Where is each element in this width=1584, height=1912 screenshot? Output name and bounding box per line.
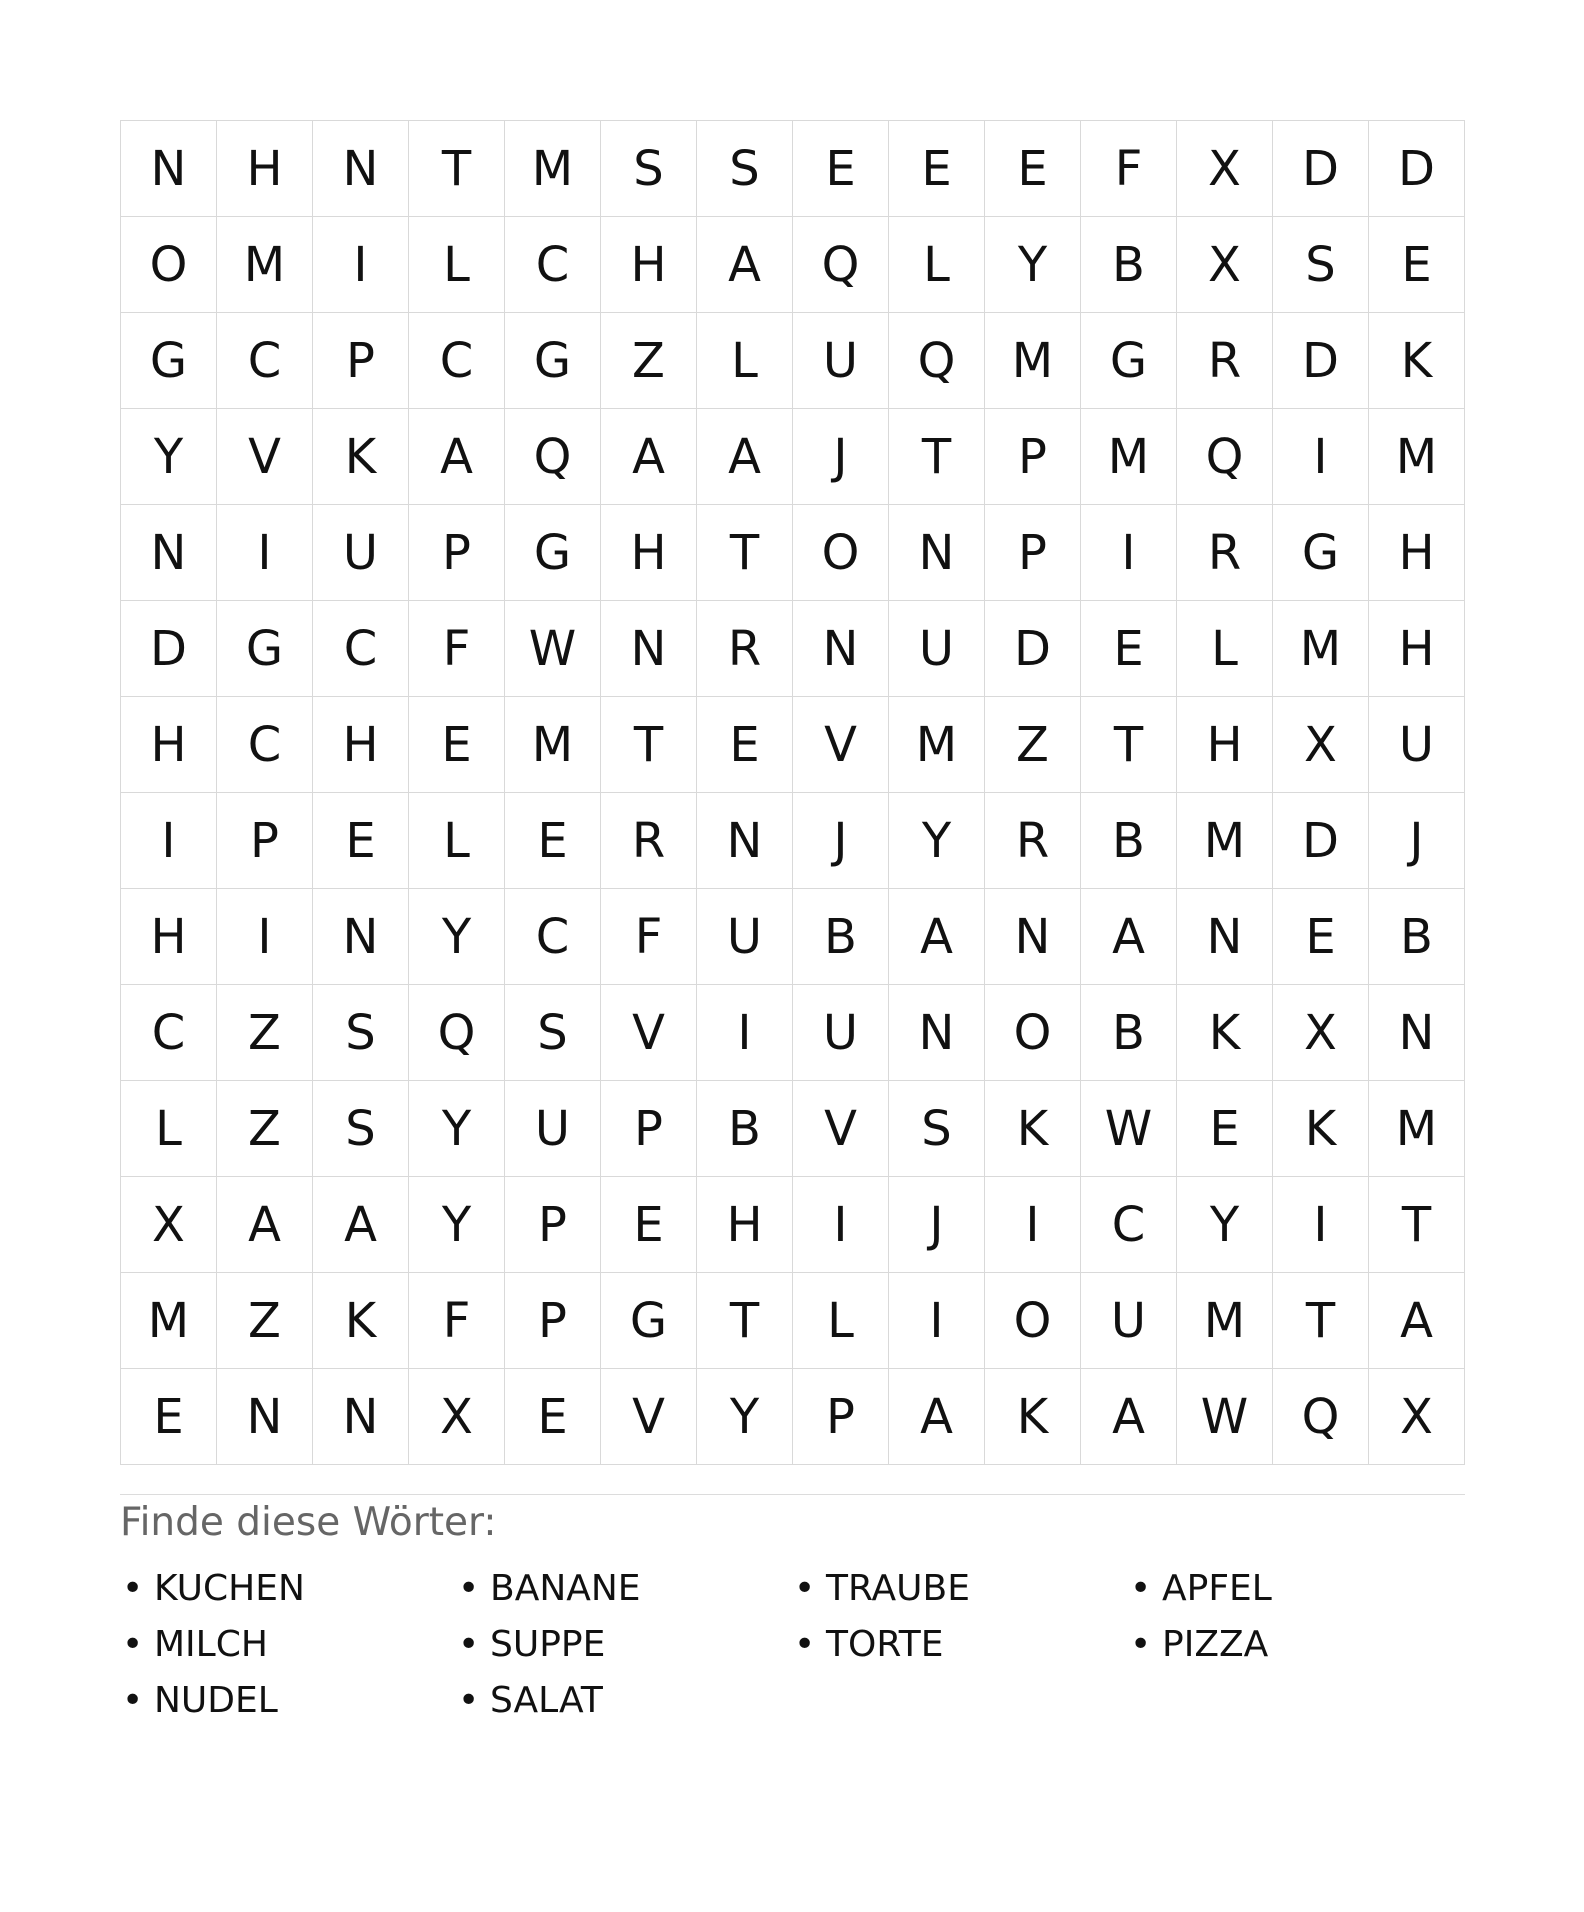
word-list-item	[120, 1616, 456, 1672]
grid-cell[interactable]: N	[793, 601, 889, 697]
grid-cell[interactable]: U	[1081, 1273, 1177, 1369]
grid-cell[interactable]: I	[985, 1177, 1081, 1273]
grid-cell[interactable]: T	[1369, 1177, 1465, 1273]
word-list-item	[120, 1672, 456, 1728]
word-list-item	[456, 1560, 792, 1616]
grid-cell[interactable]: S	[505, 985, 601, 1081]
grid-cell[interactable]: V	[793, 1081, 889, 1177]
grid-cell[interactable]: C	[217, 313, 313, 409]
grid-cell[interactable]: V	[601, 1369, 697, 1465]
grid-cell[interactable]: U	[889, 601, 985, 697]
grid-cell[interactable]: H	[313, 697, 409, 793]
grid-cell[interactable]: I	[217, 505, 313, 601]
grid-cell[interactable]: D	[985, 601, 1081, 697]
grid-cell[interactable]: D	[121, 601, 217, 697]
grid-cell[interactable]: Y	[697, 1369, 793, 1465]
grid-cell[interactable]: P	[601, 1081, 697, 1177]
grid-cell[interactable]: C	[505, 889, 601, 985]
grid-cell[interactable]: N	[313, 121, 409, 217]
grid-cell[interactable]: J	[793, 409, 889, 505]
grid-cell[interactable]: Y	[409, 889, 505, 985]
grid-cell[interactable]: E	[121, 1369, 217, 1465]
bullet-icon: •	[1130, 1567, 1152, 1609]
grid-cell[interactable]: T	[697, 505, 793, 601]
grid-cell[interactable]: M	[121, 1273, 217, 1369]
grid-cell[interactable]: X	[1369, 1369, 1465, 1465]
grid-cell[interactable]: H	[1369, 505, 1465, 601]
grid-cell[interactable]: Q	[1273, 1369, 1369, 1465]
word-search-grid	[120, 120, 1465, 1465]
word-list-item	[1128, 1560, 1464, 1616]
grid-cell[interactable]: H	[601, 505, 697, 601]
grid-cell[interactable]: P	[313, 313, 409, 409]
grid-cell[interactable]: R	[985, 793, 1081, 889]
grid-cell[interactable]: X	[1273, 985, 1369, 1081]
word-label: MILCH	[154, 1623, 268, 1665]
grid-cell[interactable]: Z	[985, 697, 1081, 793]
grid-cell[interactable]: E	[1369, 217, 1465, 313]
grid-cell[interactable]: S	[601, 121, 697, 217]
grid-cell[interactable]: K	[1273, 1081, 1369, 1177]
word-list-item	[456, 1672, 792, 1728]
grid-cell[interactable]: U	[1369, 697, 1465, 793]
grid-cell[interactable]: Z	[217, 985, 313, 1081]
grid-cell[interactable]: C	[121, 985, 217, 1081]
grid-cell[interactable]: V	[217, 409, 313, 505]
word-label: PIZZA	[1162, 1623, 1269, 1665]
grid-cell[interactable]: G	[217, 601, 313, 697]
bullet-icon: •	[1130, 1623, 1152, 1665]
grid-cell[interactable]: E	[1177, 1081, 1273, 1177]
grid-cell[interactable]: M	[1081, 409, 1177, 505]
grid-cell[interactable]: W	[1081, 1081, 1177, 1177]
grid-cell[interactable]: P	[505, 1177, 601, 1273]
grid-cell[interactable]: E	[313, 793, 409, 889]
grid-cell[interactable]: T	[1081, 697, 1177, 793]
grid-cell[interactable]: M	[1369, 1081, 1465, 1177]
grid-cell[interactable]: L	[1177, 601, 1273, 697]
bullet-icon: •	[122, 1567, 144, 1609]
grid-cell[interactable]: M	[1369, 409, 1465, 505]
grid-cell[interactable]: L	[697, 313, 793, 409]
grid-cell[interactable]: A	[409, 409, 505, 505]
grid-cell[interactable]: T	[889, 409, 985, 505]
divider	[120, 1494, 1465, 1495]
bullet-icon: •	[458, 1567, 480, 1609]
grid-cell[interactable]: H	[121, 697, 217, 793]
grid-cell[interactable]: G	[1081, 313, 1177, 409]
bullet-icon: •	[794, 1623, 816, 1665]
grid-cell[interactable]: M	[1177, 1273, 1273, 1369]
grid-cell[interactable]: N	[889, 985, 985, 1081]
grid-cell[interactable]: H	[1369, 601, 1465, 697]
grid-cell[interactable]: N	[1369, 985, 1465, 1081]
grid-cell[interactable]: H	[697, 1177, 793, 1273]
word-label: TRAUBE	[826, 1567, 970, 1609]
grid-cell[interactable]: B	[1369, 889, 1465, 985]
grid-cell[interactable]: A	[697, 409, 793, 505]
grid-cell[interactable]: A	[1081, 1369, 1177, 1465]
grid-cell[interactable]: X	[409, 1369, 505, 1465]
grid-cell[interactable]: G	[601, 1273, 697, 1369]
grid-cell[interactable]: L	[793, 1273, 889, 1369]
grid-cell[interactable]: Y	[409, 1177, 505, 1273]
word-list-item	[792, 1616, 1128, 1672]
grid-cell[interactable]: S	[697, 121, 793, 217]
grid-cell[interactable]: B	[1081, 217, 1177, 313]
grid-cell[interactable]: E	[985, 121, 1081, 217]
grid-cell[interactable]: I	[697, 985, 793, 1081]
grid-cell[interactable]: L	[409, 793, 505, 889]
grid-cell[interactable]: R	[1177, 505, 1273, 601]
bullet-icon: •	[458, 1623, 480, 1665]
grid-cell[interactable]: P	[217, 793, 313, 889]
grid-cell[interactable]: T	[697, 1273, 793, 1369]
word-list-item	[120, 1560, 456, 1616]
word-label: SALAT	[490, 1679, 603, 1721]
grid-cell[interactable]: N	[889, 505, 985, 601]
grid-cell[interactable]: J	[1369, 793, 1465, 889]
grid-cell[interactable]: E	[697, 697, 793, 793]
grid-cell[interactable]: J	[793, 793, 889, 889]
grid-cell[interactable]: I	[313, 217, 409, 313]
grid-cell[interactable]: E	[793, 121, 889, 217]
grid-cell[interactable]: K	[985, 1081, 1081, 1177]
grid-cell[interactable]: H	[1177, 697, 1273, 793]
grid-cell[interactable]: Y	[1177, 1177, 1273, 1273]
grid-cell[interactable]: N	[313, 889, 409, 985]
grid-cell[interactable]: I	[889, 1273, 985, 1369]
grid-cell[interactable]: U	[313, 505, 409, 601]
grid-cell[interactable]: M	[1273, 601, 1369, 697]
grid-cell[interactable]: U	[793, 313, 889, 409]
grid-cell[interactable]: Q	[793, 217, 889, 313]
grid-cell[interactable]: D	[1273, 121, 1369, 217]
grid-cell[interactable]: T	[601, 697, 697, 793]
grid-cell[interactable]: H	[217, 121, 313, 217]
grid-cell[interactable]: A	[889, 1369, 985, 1465]
bullet-icon: •	[122, 1623, 144, 1665]
grid-cell[interactable]: N	[601, 601, 697, 697]
grid-cell[interactable]: W	[505, 601, 601, 697]
word-label: NUDEL	[154, 1679, 278, 1721]
word-list-item	[1128, 1616, 1464, 1672]
grid-cell[interactable]: G	[505, 505, 601, 601]
grid-cell[interactable]: Q	[505, 409, 601, 505]
grid-cell[interactable]: X	[1273, 697, 1369, 793]
grid-cell[interactable]: A	[1369, 1273, 1465, 1369]
grid-cell[interactable]: F	[1081, 121, 1177, 217]
grid-cell[interactable]: L	[121, 1081, 217, 1177]
grid-cell[interactable]: M	[505, 121, 601, 217]
grid-cell[interactable]: Z	[217, 1273, 313, 1369]
grid-cell[interactable]: Q	[889, 313, 985, 409]
grid-cell[interactable]: N	[217, 1369, 313, 1465]
grid-cell[interactable]: H	[121, 889, 217, 985]
grid-cell[interactable]: A	[889, 889, 985, 985]
grid-cell[interactable]: D	[1369, 121, 1465, 217]
grid-cell[interactable]: R	[601, 793, 697, 889]
grid-cell[interactable]: N	[121, 121, 217, 217]
word-label: TORTE	[826, 1623, 944, 1665]
grid-cell[interactable]: B	[793, 889, 889, 985]
grid-cell[interactable]: K	[1369, 313, 1465, 409]
grid-cell[interactable]: P	[505, 1273, 601, 1369]
grid-cell[interactable]: R	[1177, 313, 1273, 409]
word-label: SUPPE	[490, 1623, 606, 1665]
grid-cell[interactable]: F	[409, 601, 505, 697]
bullet-icon: •	[794, 1567, 816, 1609]
grid-cell[interactable]: E	[1273, 889, 1369, 985]
grid-cell[interactable]: S	[889, 1081, 985, 1177]
grid-cell[interactable]: U	[793, 985, 889, 1081]
grid-cell[interactable]: I	[793, 1177, 889, 1273]
bullet-icon: •	[458, 1679, 480, 1721]
grid-cell[interactable]: X	[121, 1177, 217, 1273]
grid-cell[interactable]: E	[409, 697, 505, 793]
grid-cell[interactable]: I	[121, 793, 217, 889]
grid-cell[interactable]: D	[1273, 793, 1369, 889]
grid-cell[interactable]: G	[121, 313, 217, 409]
grid-cell[interactable]: P	[793, 1369, 889, 1465]
grid-cell[interactable]: B	[1081, 985, 1177, 1081]
grid-cell[interactable]: P	[985, 505, 1081, 601]
grid-cell[interactable]: S	[313, 985, 409, 1081]
word-label: BANANE	[490, 1567, 641, 1609]
grid-cell[interactable]: A	[313, 1177, 409, 1273]
grid-cell[interactable]: M	[217, 217, 313, 313]
grid-cell[interactable]: N	[313, 1369, 409, 1465]
grid-cell[interactable]: F	[601, 889, 697, 985]
grid-cell[interactable]: O	[121, 217, 217, 313]
grid-cell[interactable]: G	[1273, 505, 1369, 601]
grid-cell[interactable]: C	[1081, 1177, 1177, 1273]
grid-cell[interactable]: G	[505, 313, 601, 409]
grid-cell[interactable]: I	[1273, 1177, 1369, 1273]
grid-cell[interactable]: P	[985, 409, 1081, 505]
grid-cell[interactable]: L	[409, 217, 505, 313]
grid-cell[interactable]: F	[409, 1273, 505, 1369]
grid-cell[interactable]: V	[793, 697, 889, 793]
grid-cell[interactable]: E	[1081, 601, 1177, 697]
grid-cell[interactable]: E	[505, 793, 601, 889]
grid-cell[interactable]: N	[697, 793, 793, 889]
grid-cell[interactable]: E	[505, 1369, 601, 1465]
grid-cell[interactable]: C	[217, 697, 313, 793]
grid-cell[interactable]: T	[1273, 1273, 1369, 1369]
grid-cell[interactable]: N	[985, 889, 1081, 985]
grid-cell[interactable]: I	[1081, 505, 1177, 601]
grid-cell[interactable]: O	[985, 985, 1081, 1081]
grid-cell[interactable]: Y	[121, 409, 217, 505]
grid-cell[interactable]: M	[1177, 793, 1273, 889]
grid-cell[interactable]: Q	[1177, 409, 1273, 505]
word-label: KUCHEN	[154, 1567, 305, 1609]
grid-cell[interactable]: N	[1177, 889, 1273, 985]
grid-cell[interactable]: K	[313, 1273, 409, 1369]
grid-cell[interactable]: A	[1081, 889, 1177, 985]
grid-cell[interactable]: O	[793, 505, 889, 601]
grid-cell[interactable]: N	[121, 505, 217, 601]
grid-cell[interactable]: K	[313, 409, 409, 505]
grid-cell[interactable]: X	[1177, 217, 1273, 313]
grid-cell[interactable]: A	[601, 409, 697, 505]
grid-cell[interactable]: U	[697, 889, 793, 985]
grid-cell[interactable]: X	[1177, 121, 1273, 217]
grid-cell[interactable]: M	[889, 697, 985, 793]
grid-cell[interactable]: B	[1081, 793, 1177, 889]
grid-cell[interactable]: M	[985, 313, 1081, 409]
bullet-icon: •	[122, 1679, 144, 1721]
grid-cell[interactable]: B	[697, 1081, 793, 1177]
grid-cell[interactable]: C	[409, 313, 505, 409]
grid-cell[interactable]: Y	[985, 217, 1081, 313]
grid-cell[interactable]: Q	[409, 985, 505, 1081]
grid-cell[interactable]: L	[889, 217, 985, 313]
grid-cell[interactable]: A	[217, 1177, 313, 1273]
word-list-item	[792, 1560, 1128, 1616]
grid-cell[interactable]: E	[601, 1177, 697, 1273]
grid-cell[interactable]: Z	[601, 313, 697, 409]
grid-cell[interactable]: C	[313, 601, 409, 697]
grid-cell[interactable]: E	[889, 121, 985, 217]
grid-cell[interactable]: K	[985, 1369, 1081, 1465]
grid-cell[interactable]: A	[697, 217, 793, 313]
grid-cell[interactable]: J	[889, 1177, 985, 1273]
grid-cell[interactable]: Y	[409, 1081, 505, 1177]
grid-cell[interactable]: V	[601, 985, 697, 1081]
word-label: APFEL	[1162, 1567, 1272, 1609]
word-list-prompt: Finde diese Wörter:	[120, 1500, 497, 1545]
grid-cell[interactable]: S	[313, 1081, 409, 1177]
grid-cell[interactable]: U	[505, 1081, 601, 1177]
grid-cell[interactable]: O	[985, 1273, 1081, 1369]
grid-cell[interactable]: R	[697, 601, 793, 697]
grid-cell[interactable]: S	[1273, 217, 1369, 313]
grid-cell[interactable]: Y	[889, 793, 985, 889]
word-list-item	[456, 1616, 792, 1672]
word-list	[120, 1560, 1465, 1728]
grid-cell[interactable]: H	[601, 217, 697, 313]
grid-cell[interactable]: P	[409, 505, 505, 601]
grid-cell[interactable]: Z	[217, 1081, 313, 1177]
grid-cell[interactable]: D	[1273, 313, 1369, 409]
grid-cell[interactable]: K	[1177, 985, 1273, 1081]
grid-cell[interactable]: T	[409, 121, 505, 217]
grid-cell[interactable]: I	[1273, 409, 1369, 505]
grid-cell[interactable]: M	[505, 697, 601, 793]
grid-cell[interactable]: I	[217, 889, 313, 985]
grid-cell[interactable]: W	[1177, 1369, 1273, 1465]
grid-cell[interactable]: C	[505, 217, 601, 313]
